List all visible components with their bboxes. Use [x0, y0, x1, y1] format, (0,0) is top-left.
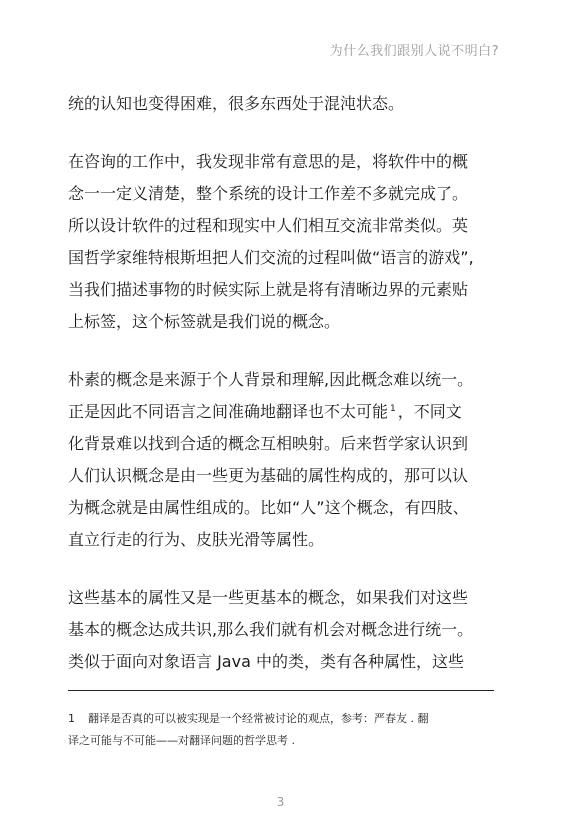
running-header: 为什么我们跟别人说不明白? — [329, 44, 499, 59]
text-line: 在咨询的工作中，我发现非常有意思的是，将软件中的概 — [68, 152, 469, 171]
text-line: 念一一定义清楚，整个系统的设计工作差不多就完成了。 — [68, 184, 469, 203]
footnote-number: 1 — [68, 712, 75, 725]
footnote-line: 译之可能与不可能——对翻译问题的哲学思考 . — [68, 734, 295, 747]
text-line: 类似于面向对象语言 Java 中的类，类有各种属性，这些 — [68, 652, 464, 671]
paragraph-4 — [68, 582, 498, 678]
footnote-text: 翻译是否真的可以被实现是一个经常被讨论的观点，参考：严春友 . 翻 — [88, 712, 429, 725]
text-line: 人们认识概念是由一些更为基础的属性构成的，那可以认 — [68, 466, 469, 485]
body-text — [68, 88, 498, 704]
footnote-line — [68, 708, 498, 730]
page-number: 3 — [276, 795, 285, 809]
text-line: 当我们描述事物的时候实际上就是将有清晰边界的元素贴 — [68, 280, 469, 299]
paragraph-3 — [68, 364, 498, 556]
text-line: 这些基本的属性又是一些更基本的概念，如果我们对这些 — [68, 588, 469, 607]
text-fragment: ，不同文 — [397, 402, 462, 421]
text-line: 上标签，这个标签就是我们说的概念。 — [68, 312, 341, 331]
text-line: 直立行走的行为、皮肤光滑等属性。 — [68, 530, 325, 549]
text-line: 朴素的概念是来源于个人背景和理解,因此概念难以统一。 — [68, 370, 474, 389]
text-line: 所以设计软件的过程和现实中人们相互交流非常类似。英 — [68, 216, 469, 235]
footnote-reference[interactable]: 1 — [390, 404, 396, 414]
text-line: 基本的概念达成共识,那么我们就有机会对概念进行统一。 — [68, 620, 474, 639]
text-line: 国哲学家维特根斯坦把人们交流的过程叫做“语言的游戏”, — [68, 248, 474, 267]
text-line: 为概念就是由属性组成的。比如“人”这个概念，有四肢、 — [68, 498, 469, 517]
footnote-divider — [68, 690, 494, 691]
text-fragment: 正是因此不同语言之间准确地翻译也不太可能 — [68, 402, 389, 421]
text-line: 化背景难以找到合适的概念互相映射。后来哲学家认识到 — [68, 434, 469, 453]
paragraph-2 — [68, 146, 498, 338]
text-line-with-footnote — [68, 396, 498, 428]
footnote — [68, 708, 498, 752]
paragraph-1 — [68, 88, 498, 120]
text-line: 统的认知也变得困难，很多东西处于混沌状态。 — [68, 94, 405, 113]
